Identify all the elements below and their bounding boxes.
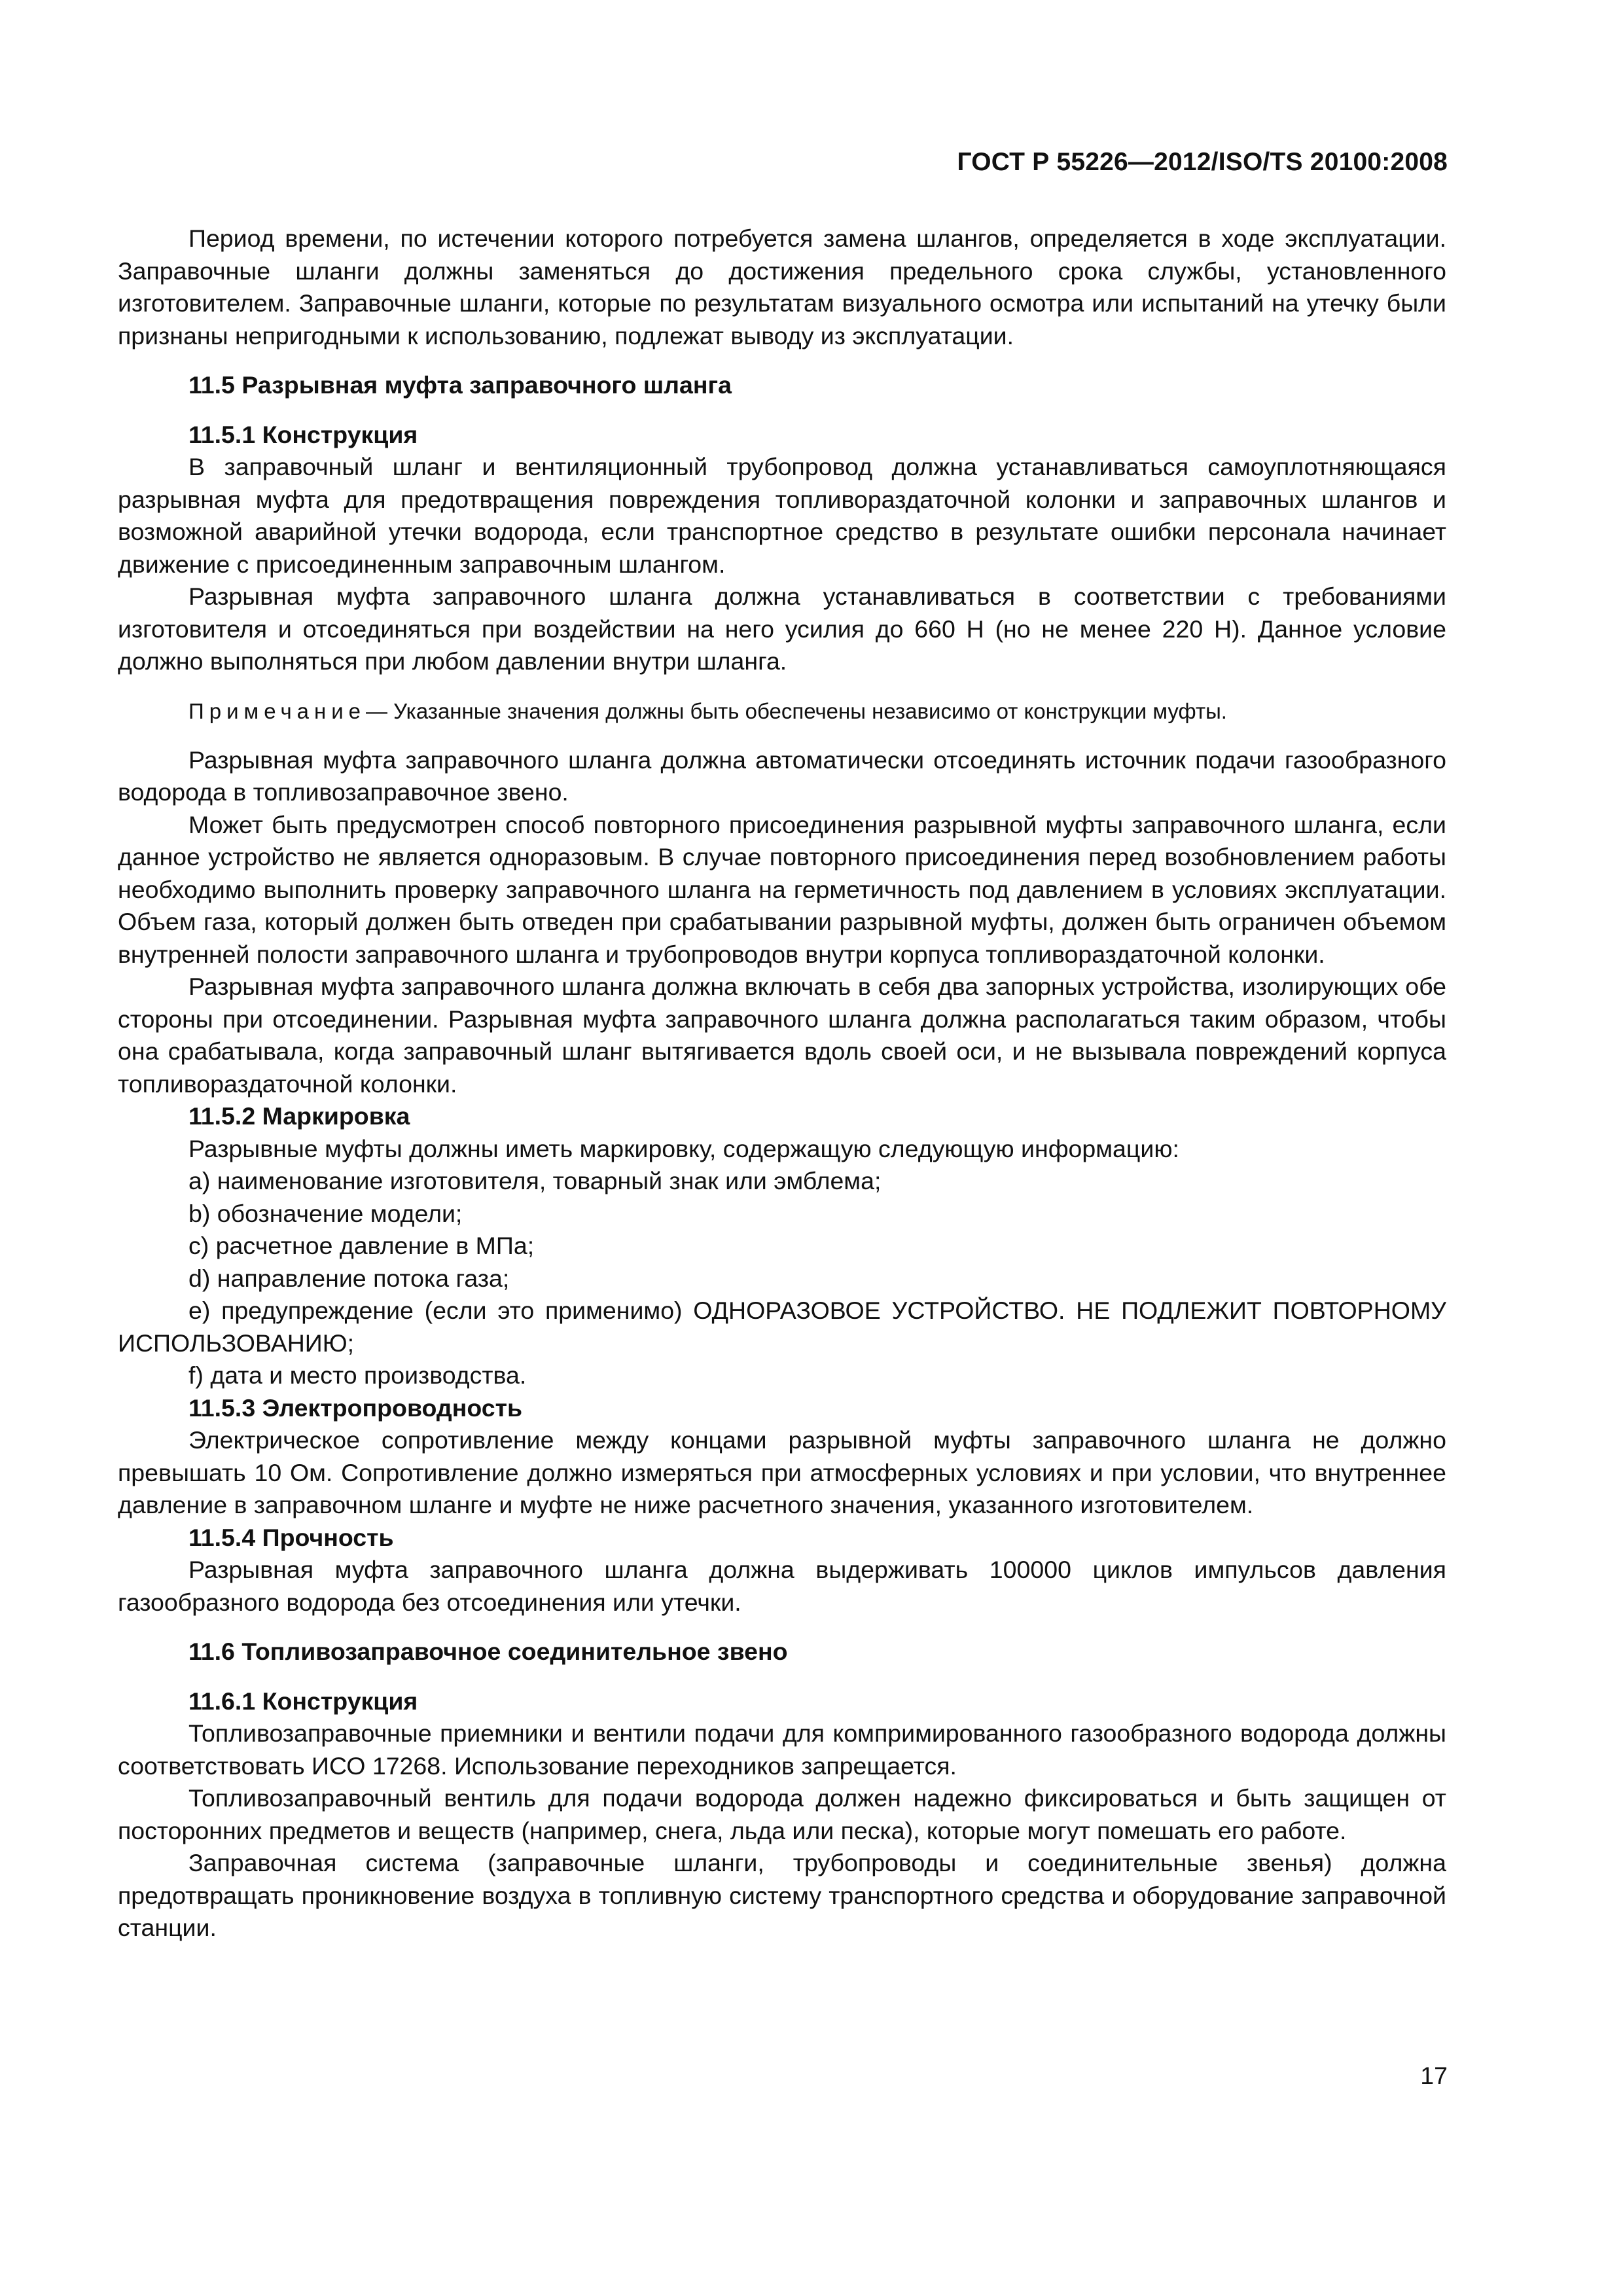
paragraph: Разрывная муфта заправочного шланга должна включать в себя два запорных устройства, изолирующих обе стороны при отсоединении. Разрывная муфта заправочного шланга должна располагаться таким образом, чтобы она срабатывала, когда заправочный шланг вытягивается вдоль своей оси, и не вызывала повреждений корпуса топливораздаточной колонки. [118,973,1446,1098]
list-item: f) дата и место производства. [188,1361,527,1389]
subsection-heading-11-5-2: 11.5.2 Маркировка [188,1102,410,1130]
list-item: а) наименование изготовителя, товарный знак или эмблема; [188,1167,882,1194]
subsection-heading-11-5-3: 11.5.3 Электропроводность [188,1393,523,1422]
list-item: е) предупреждение (если это применимо) ОДНОРАЗОВОЕ УСТРОЙСТВО. НЕ ПОДЛЕЖИТ ПОВТОРНОМУ ИСПОЛЬЗОВАНИЮ; [118,1297,1446,1357]
list-item: d) направление потока газа; [188,1264,510,1292]
section-heading-11-6: 11.6 Топливозаправочное соединительное звено [188,1638,788,1665]
paragraph: Топливозаправочный вентиль для подачи водорода должен надежно фиксироваться и быть защищен от посторонних предметов и веществ (например, снега, льда или песка), которые могут помешать его работе. [118,1784,1446,1844]
paragraph: Разрывные муфты должны иметь маркировку, содержащую следующую информацию: [188,1134,1179,1162]
paragraph: Разрывная муфта заправочного шланга должна выдерживать 100000 циклов импульсов давления газообразного водорода без отсоединения или утечки. [118,1556,1446,1616]
subsection-heading-11-5-4: 11.5.4 Прочность [188,1523,394,1551]
subsection-heading-11-5-1: 11.5.1 Конструкция [188,420,418,448]
paragraph: Заправочная система (заправочные шланги, трубопроводы и соединительные звенья) должна предотвращать проникновение воздуха в топливную систему транспортного средства и оборудование заправочной станции. [118,1849,1446,1941]
note [118,695,1446,727]
document-header-code: ГОСТ Р 55226—2012/ISO/TS 20100:2008 [957,148,1448,176]
note-label: Примечание [188,698,366,723]
paragraph: Может быть предусмотрен способ повторного присоединения разрывной муфты заправочного шланга, если данное устройство не является одноразовым. В случае повторного присоединения перед возобновлением работы необходимо выполнить проверку заправочного шланга на герметичность под давлением в условиях эксплуатации. Объем газа, который должен быть отведен при срабатывании разрывной муфты, должен быть ограничен объемом внутренней полости заправочного шланга и трубопроводов внутри корпуса топливораздаточной колонки. [118,810,1446,968]
paragraph: В заправочный шланг и вентиляционный трубопровод должна устанавливаться самоуплотняющаяся разрывная муфта для предотвращения повреждения топливораздаточной колонки и заправочных шлангов и возможной аварийной утечки водорода, если транспортное средство в результате ошибки персонала начинает движение с присоединенным заправочным шлангом. [118,453,1446,578]
paragraph: Разрывная муфта заправочного шланга должна устанавливаться в соответствии с требованиями изготовителя и отсоединяться при воздействии на него усилия до 660 Н (но не менее 220 Н). Данное условие должно выполняться при любом давлении внутри шланга. [118,583,1446,675]
document-body [118,223,1446,1945]
section-heading-11-5: 11.5 Разрывная муфта заправочного шланга [188,371,732,399]
paragraph: Разрывная муфта заправочного шланга должна автоматически отсоединять источник подачи газообразного водорода в топливозаправочное звено. [118,745,1446,806]
subsection-heading-11-6-1: 11.6.1 Конструкция [188,1687,418,1715]
paragraph: Электрическое сопротивление между концами разрывной муфты заправочного шланга не должно превышать 10 Ом. Сопротивление должно измеряться при атмосферных условиях и при условии, что внутреннее давление в заправочном шланге и муфте не ниже расчетного значения, указанного изготовителем. [118,1426,1446,1518]
note-text: — Указанные значения должны быть обеспечены независимо от конструкции муфты. [366,698,1227,723]
list-item: b) обозначение модели; [188,1199,463,1227]
paragraph: Топливозаправочные приемники и вентили подачи для компримированного газообразного водорода должны соответствовать ИСО 17268. Использование переходников запрещается. [118,1719,1446,1780]
paragraph: Период времени, по истечении которого потребуется замена шлангов, определяется в ходе эксплуатации. Заправочные шланги должны заменяться до достижения предельного срока службы, установленного изготовителем. Заправочные шланги, которые по результатам визуального осмотра или испытаний на утечку были признаны непригодными к использованию, подлежат выводу из эксплуатации. [118,224,1446,350]
page-number: 17 [1420,2062,1448,2089]
list-item: с) расчетное давление в МПа; [188,1232,535,1259]
